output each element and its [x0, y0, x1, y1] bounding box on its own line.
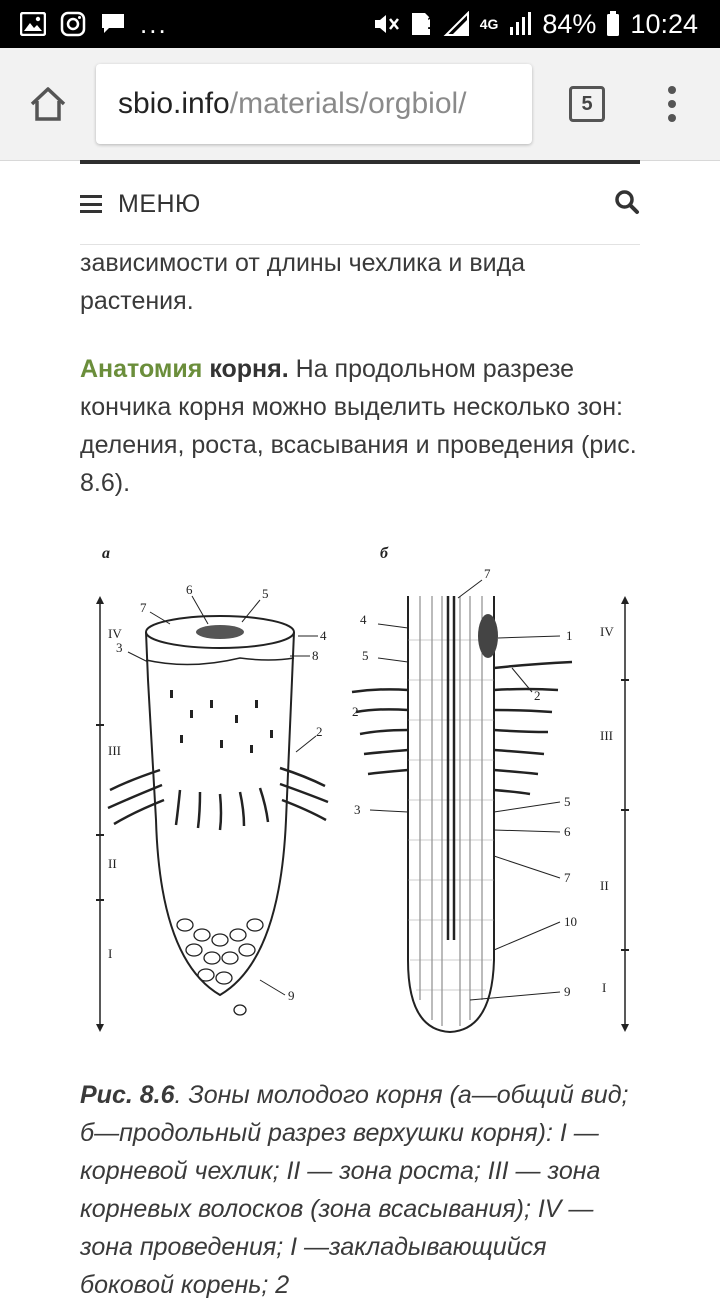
figure-caption	[80, 1076, 645, 1304]
label-a-2: 2	[316, 724, 323, 739]
address-bar[interactable]	[96, 64, 532, 144]
label-b-10: 10	[564, 914, 577, 929]
zone-a-II: II	[108, 856, 117, 871]
paragraph-anatomy	[80, 350, 645, 502]
root-zones-figure	[90, 540, 640, 1040]
home-button[interactable]	[26, 82, 70, 126]
zone-a-IV: IV	[108, 626, 122, 641]
label-b-9: 9	[564, 984, 571, 999]
paragraph-continuation: зависимости от длины чехлика и вида растения.	[80, 249, 526, 315]
signal-strength-icon-2	[508, 11, 532, 37]
anatomy-text: На продольном разрезе кончика корня можно выделить несколько зон: деления, роста, всасывания и проведения (рис. 8.6).	[80, 355, 637, 497]
battery-percentage: 84%	[542, 8, 597, 39]
label-a-5: 5	[262, 586, 269, 601]
label-b-5-right: 5	[564, 794, 571, 809]
more-notifications-indicator: ...	[140, 8, 168, 39]
zone-a-I: I	[108, 946, 113, 961]
message-notification-icon	[100, 12, 126, 36]
menu-button[interactable]: МЕНЮ	[118, 189, 201, 218]
instagram-notification-icon	[60, 11, 86, 37]
label-b-2-right: 2	[534, 688, 541, 703]
anatomy-term: корня.	[209, 355, 289, 383]
browser-toolbar	[0, 48, 720, 161]
url-path: /materials/orgbiol/	[229, 87, 467, 120]
home-icon	[26, 82, 70, 126]
url-host: sbio.info	[118, 87, 230, 120]
panel-b-label: б	[380, 545, 388, 562]
label-b-6: 6	[564, 824, 571, 839]
label-a-8: 8	[312, 648, 319, 663]
label-b-5-left: 5	[362, 648, 369, 663]
label-b-1: 1	[566, 628, 573, 643]
signal-strength-icon	[442, 11, 470, 37]
label-b-7-right: 7	[564, 870, 571, 885]
zone-b-II: II	[600, 878, 609, 893]
root-illustration	[90, 540, 640, 1040]
network-type: 4G	[479, 16, 499, 32]
site-nav	[80, 164, 640, 245]
tab-switcher-button[interactable]	[569, 86, 605, 122]
anatomy-link[interactable]: Анатомия	[80, 355, 203, 383]
label-a-6: 6	[186, 582, 193, 597]
zone-b-I: I	[602, 980, 607, 995]
sim-badge: 1	[427, 13, 438, 33]
caption-text: . Зоны молодого корня (а—общий вид; б—продольный разрез верхушки корня): I — корневой чехлик; II — зона роста; III — зона корневых волосков (зона всасывания); IV —зона проведения; I —закладывающийся боковой корень; 2	[80, 1081, 629, 1299]
browser-menu-button[interactable]	[660, 82, 684, 126]
more-vert-icon	[660, 82, 684, 126]
label-b-3: 3	[354, 802, 361, 817]
gallery-notification-icon	[20, 12, 46, 36]
panel-a-label: а	[102, 545, 110, 562]
caption-ref: Рис. 8.6	[80, 1081, 175, 1109]
tab-count: 5	[581, 92, 593, 115]
label-a-9: 9	[288, 988, 295, 1003]
clock: 10:24	[630, 8, 698, 39]
hamburger-icon[interactable]	[80, 195, 102, 213]
label-b-2-left: 2	[352, 704, 359, 719]
label-a-3: 3	[116, 640, 123, 655]
label-b-4: 4	[360, 612, 367, 627]
label-b-7-top: 7	[484, 566, 491, 581]
label-a-7: 7	[140, 600, 147, 615]
status-bar	[0, 0, 720, 48]
battery-icon	[606, 11, 620, 37]
mute-icon	[372, 11, 400, 37]
zone-b-III: III	[600, 728, 613, 743]
zone-a-III: III	[108, 743, 121, 758]
search-icon[interactable]	[614, 189, 640, 220]
label-a-4: 4	[320, 628, 327, 643]
zone-b-IV: IV	[600, 624, 614, 639]
